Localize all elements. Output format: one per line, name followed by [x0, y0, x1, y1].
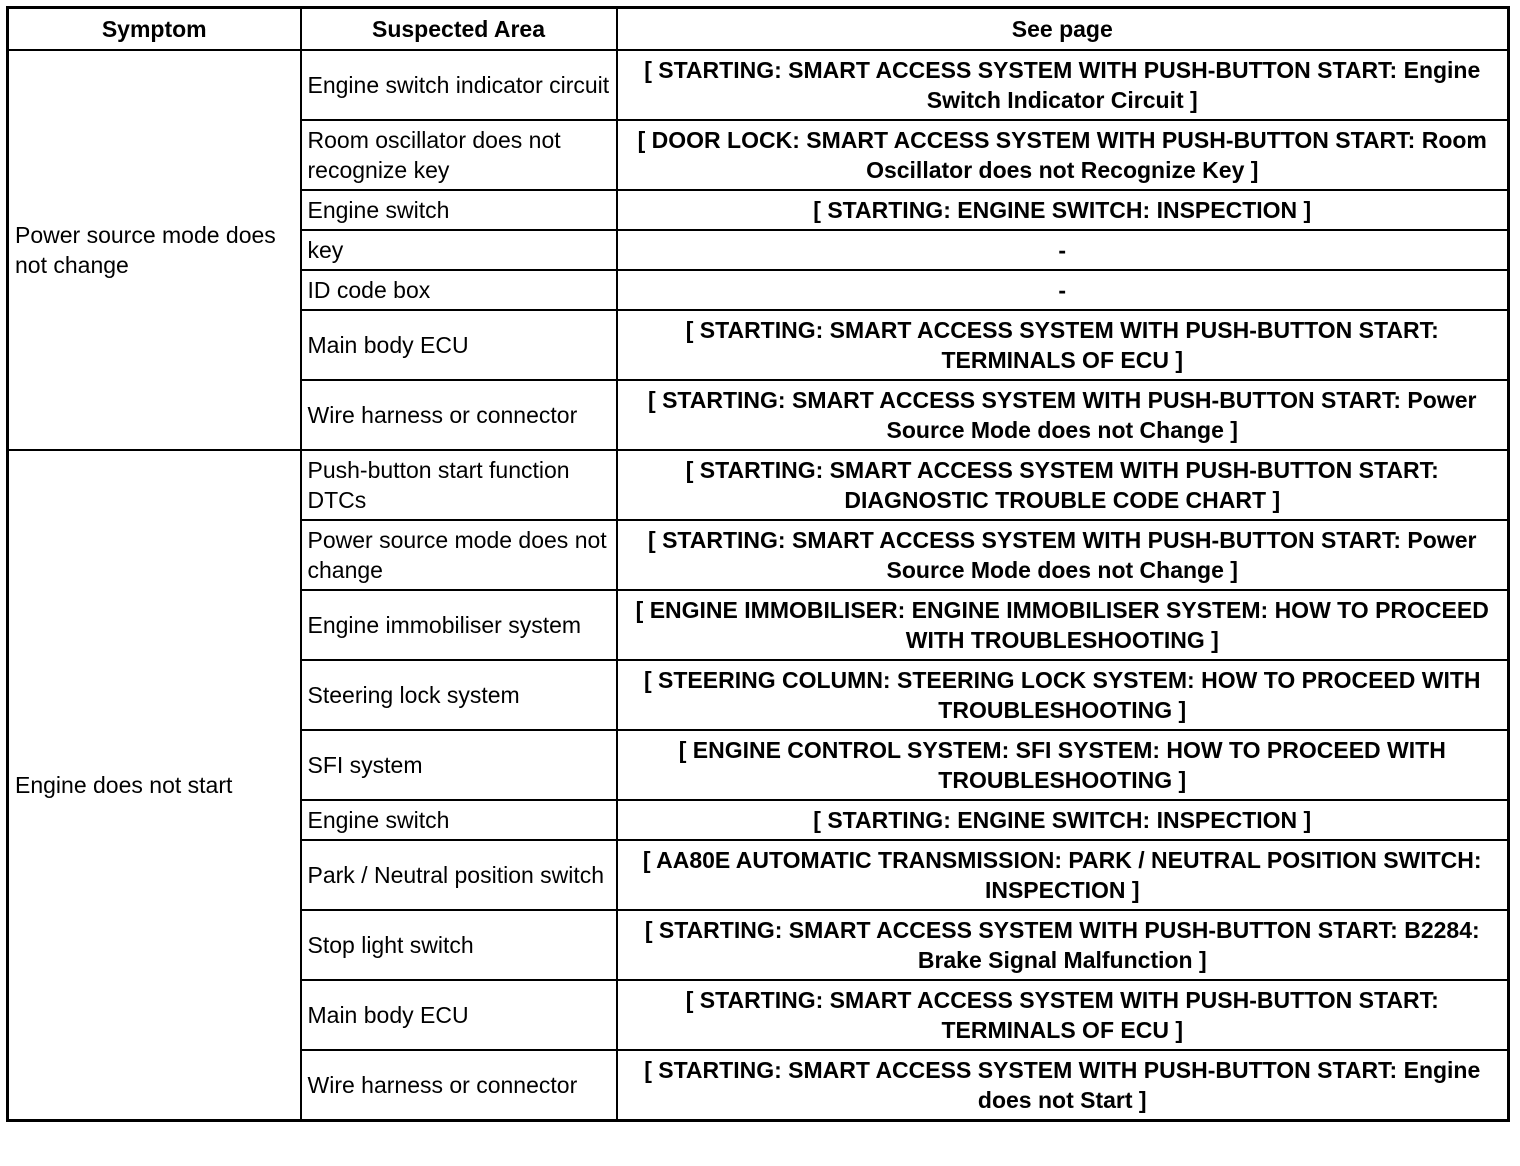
suspected-area-cell: Wire harness or connector	[301, 1050, 617, 1121]
header-suspected-area: Suspected Area	[301, 8, 617, 51]
see-page-cell: [ STARTING: SMART ACCESS SYSTEM WITH PUSH-BUTTON START: TERMINALS OF ECU ]	[617, 310, 1509, 380]
header-row	[8, 8, 1509, 51]
suspected-area-cell: Park / Neutral position switch	[301, 840, 617, 910]
suspected-area-cell: Steering lock system	[301, 660, 617, 730]
see-page-cell: [ STARTING: SMART ACCESS SYSTEM WITH PUSH-BUTTON START: DIAGNOSTIC TROUBLE CODE CHART ]	[617, 450, 1509, 520]
see-page-cell: [ STARTING: SMART ACCESS SYSTEM WITH PUSH-BUTTON START: Engine does not Start ]	[617, 1050, 1509, 1121]
see-page-cell: [ STARTING: SMART ACCESS SYSTEM WITH PUSH-BUTTON START: Power Source Mode does not Change ]	[617, 380, 1509, 450]
suspected-area-cell: ID code box	[301, 270, 617, 310]
suspected-area-cell: Engine switch	[301, 190, 617, 230]
see-page-cell: [ STARTING: SMART ACCESS SYSTEM WITH PUSH-BUTTON START: TERMINALS OF ECU ]	[617, 980, 1509, 1050]
suspected-area-cell: key	[301, 230, 617, 270]
symptom-table	[6, 6, 1510, 1122]
see-page-cell: [ DOOR LOCK: SMART ACCESS SYSTEM WITH PUSH-BUTTON START: Room Oscillator does not Recognize Key ]	[617, 120, 1509, 190]
suspected-area-cell: Room oscillator does not recognize key	[301, 120, 617, 190]
suspected-area-cell: Main body ECU	[301, 980, 617, 1050]
see-page-cell: [ AA80E AUTOMATIC TRANSMISSION: PARK / NEUTRAL POSITION SWITCH: INSPECTION ]	[617, 840, 1509, 910]
suspected-area-cell: Engine switch indicator circuit	[301, 50, 617, 120]
header-see-page: See page	[617, 8, 1509, 51]
see-page-cell: [ STARTING: SMART ACCESS SYSTEM WITH PUSH-BUTTON START: Power Source Mode does not Change ]	[617, 520, 1509, 590]
suspected-area-cell: Power source mode does not change	[301, 520, 617, 590]
suspected-area-cell: Stop light switch	[301, 910, 617, 980]
suspected-area-cell: Main body ECU	[301, 310, 617, 380]
see-page-cell: -	[617, 230, 1509, 270]
suspected-area-cell: Push-button start function DTCs	[301, 450, 617, 520]
table-row	[8, 50, 1509, 120]
symptom-cell: Engine does not start	[8, 450, 301, 1121]
suspected-area-cell: Engine immobiliser system	[301, 590, 617, 660]
table-row	[8, 450, 1509, 520]
see-page-cell: [ ENGINE CONTROL SYSTEM: SFI SYSTEM: HOW TO PROCEED WITH TROUBLESHOOTING ]	[617, 730, 1509, 800]
see-page-cell: [ STARTING: SMART ACCESS SYSTEM WITH PUSH-BUTTON START: B2284: Brake Signal Malfunction ]	[617, 910, 1509, 980]
see-page-cell: [ STARTING: ENGINE SWITCH: INSPECTION ]	[617, 800, 1509, 840]
see-page-cell: -	[617, 270, 1509, 310]
see-page-cell: [ STARTING: SMART ACCESS SYSTEM WITH PUSH-BUTTON START: Engine Switch Indicator Circuit ]	[617, 50, 1509, 120]
suspected-area-cell: Wire harness or connector	[301, 380, 617, 450]
suspected-area-cell: SFI system	[301, 730, 617, 800]
see-page-cell: [ STEERING COLUMN: STEERING LOCK SYSTEM: HOW TO PROCEED WITH TROUBLESHOOTING ]	[617, 660, 1509, 730]
symptom-cell: Power source mode does not change	[8, 50, 301, 450]
see-page-cell: [ STARTING: ENGINE SWITCH: INSPECTION ]	[617, 190, 1509, 230]
see-page-cell: [ ENGINE IMMOBILISER: ENGINE IMMOBILISER SYSTEM: HOW TO PROCEED WITH TROUBLESHOOTING ]	[617, 590, 1509, 660]
suspected-area-cell: Engine switch	[301, 800, 617, 840]
header-symptom: Symptom	[8, 8, 301, 51]
